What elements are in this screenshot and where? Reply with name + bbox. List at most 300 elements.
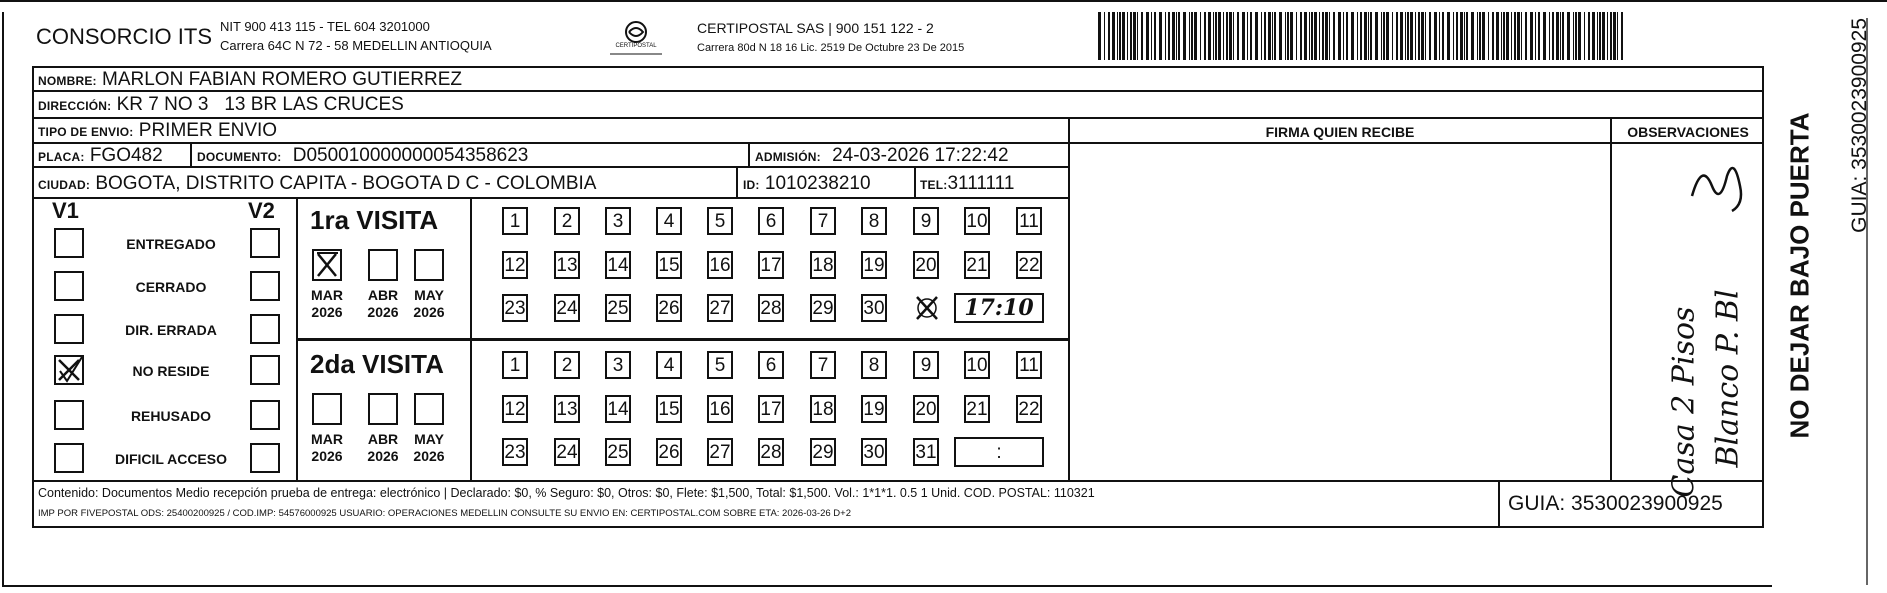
barcode-bar <box>1233 12 1234 60</box>
observations-header: OBSERVACIONES <box>1627 124 1749 140</box>
barcode-bar <box>1560 12 1561 60</box>
admission-cell <box>755 145 1009 167</box>
status-label: NO RESIDE <box>132 363 210 379</box>
month-checkbox[interactable] <box>368 249 398 281</box>
day-box[interactable] <box>964 207 990 235</box>
month-name: MAR <box>311 431 343 447</box>
barcode-bar <box>1261 12 1262 60</box>
barcode-bar <box>1333 12 1335 60</box>
day-number: 10 <box>966 210 988 232</box>
day-number: 24 <box>556 441 578 463</box>
barcode-bar <box>1584 12 1585 60</box>
left-frame-line <box>2 12 4 587</box>
day-number: 14 <box>607 254 629 276</box>
day-box[interactable] <box>1016 251 1042 279</box>
cell-sep <box>914 166 916 197</box>
day-box[interactable] <box>502 438 528 466</box>
time-box[interactable] <box>954 437 1044 467</box>
day-number: 8 <box>868 354 880 376</box>
barcode-bar <box>1183 12 1186 60</box>
barcode-bar <box>1304 12 1307 60</box>
day-number: 9 <box>920 210 932 232</box>
barcode-bar <box>1383 12 1385 60</box>
barcode-bar <box>1215 12 1217 60</box>
day-number: 26 <box>658 297 680 319</box>
side-warning: NO DEJAR BAJO PUERTA <box>1784 112 1815 439</box>
barcode-bar <box>1191 12 1193 60</box>
top-edge-line <box>0 0 1887 2</box>
day-box[interactable] <box>810 351 836 379</box>
barcode-bar <box>1456 12 1458 60</box>
barcode-bar <box>1272 12 1273 60</box>
col-line-signature <box>1068 117 1070 480</box>
id-cell <box>743 173 871 195</box>
address-label: DIRECCIÓN: <box>38 99 112 113</box>
barcode-bar <box>1573 12 1574 60</box>
barcode-bar <box>1460 12 1463 60</box>
company-address: Carrera 64C N 72 - 58 MEDELLIN ANTIOQUIA <box>220 38 492 53</box>
barcode-bar <box>1176 12 1177 60</box>
day-box[interactable] <box>656 395 682 423</box>
id-value: 1010238210 <box>764 173 871 194</box>
day-box[interactable] <box>861 207 887 235</box>
cell-sep <box>190 142 192 166</box>
day-box[interactable] <box>605 294 631 322</box>
day-box[interactable] <box>554 351 580 379</box>
day-box[interactable] <box>810 294 836 322</box>
tel-value: 3111111 <box>947 173 1015 194</box>
day-number: 24 <box>556 297 578 319</box>
barcode-bar <box>1274 12 1276 60</box>
company-name: CONSORCIO ITS <box>36 24 213 49</box>
barcode-bar <box>1346 12 1348 60</box>
day-number: 13 <box>556 254 578 276</box>
month-checkbox[interactable] <box>312 249 342 281</box>
v2-checkbox[interactable] <box>250 271 280 301</box>
barcode-bar <box>1255 12 1258 60</box>
v2-checkbox[interactable] <box>250 443 280 473</box>
barcode-bar <box>1218 12 1221 60</box>
month-label <box>407 287 451 321</box>
plate-label: PLACA: <box>38 150 85 164</box>
barcode-bar <box>1370 12 1372 60</box>
day-number: 7 <box>817 354 829 376</box>
barcode-bar <box>1617 12 1618 60</box>
month-checkbox[interactable] <box>312 393 342 425</box>
barcode-bar <box>1597 12 1598 60</box>
admission-label: ADMISIÓN: <box>755 150 821 164</box>
day-box[interactable] <box>502 251 528 279</box>
barcode-bar <box>1325 12 1328 60</box>
month-year: 2026 <box>413 448 445 464</box>
day-box[interactable] <box>861 438 887 466</box>
day-number: 20 <box>915 254 937 276</box>
day-box[interactable] <box>554 251 580 279</box>
day-number: 22 <box>1018 398 1040 420</box>
day-number: 19 <box>863 398 885 420</box>
v2-checkbox[interactable] <box>250 355 280 385</box>
barcode-bar <box>1368 12 1369 60</box>
day-number: 11 <box>1019 210 1039 232</box>
barcode-bar <box>1338 12 1341 60</box>
day-number: 28 <box>760 441 782 463</box>
barcode-bar <box>1226 12 1228 60</box>
courier-address: Carrera 80d N 18 16 Lic. 2519 De Octubre 23 De 2015 <box>697 42 965 54</box>
month-label <box>361 287 405 321</box>
barcode-bar <box>1488 12 1489 60</box>
barcode-bar <box>1127 12 1128 60</box>
visit-title: 1ra VISITA <box>310 205 439 235</box>
name-row <box>38 69 462 91</box>
barcode-bar <box>1287 12 1289 60</box>
v1-checkbox[interactable] <box>54 355 84 385</box>
day-box[interactable] <box>605 395 631 423</box>
day-number: 17 <box>760 398 782 420</box>
cell-sep <box>736 166 738 197</box>
barcode-bar <box>1392 12 1393 60</box>
day-number: 21 <box>966 254 988 276</box>
day-box[interactable] <box>656 294 682 322</box>
day-box[interactable] <box>758 207 784 235</box>
month-label <box>361 431 405 465</box>
barcode-bar <box>1264 12 1266 60</box>
barcode-bar <box>1360 12 1362 60</box>
barcode-bar <box>1285 12 1286 60</box>
status-label: REHUSADO <box>130 408 212 424</box>
barcode-bar <box>1165 12 1166 60</box>
barcode-bar <box>1104 12 1105 60</box>
day-number: 6 <box>765 210 777 232</box>
barcode-bar <box>1242 12 1245 60</box>
day-number: 30 <box>863 441 885 463</box>
footer-guia: GUIA: 3530023900925 <box>1508 492 1723 515</box>
v2-checkbox[interactable] <box>250 228 280 258</box>
day-box[interactable] <box>605 251 631 279</box>
barcode-bar <box>1151 12 1152 60</box>
day-number: 15 <box>658 254 680 276</box>
day-number: 25 <box>607 441 629 463</box>
day-number: 1 <box>509 354 521 376</box>
v2-checkbox[interactable] <box>250 400 280 430</box>
city-cell <box>38 173 596 195</box>
day-box[interactable] <box>758 351 784 379</box>
barcode-bar <box>1343 12 1344 60</box>
time-box[interactable] <box>954 293 1044 323</box>
barcode-bar <box>1503 12 1505 60</box>
barcode-bar <box>1375 12 1378 60</box>
day-number: 7 <box>817 210 829 232</box>
day-number: 4 <box>663 354 675 376</box>
barcode-bar <box>1567 12 1570 60</box>
day-number: 12 <box>504 398 526 420</box>
day-box[interactable] <box>656 351 682 379</box>
row-line <box>32 117 1764 119</box>
footer-content: Contenido: Documentos Medio recepción prueba de entrega: electrónico | Declarado: $0, % Seguro: $0, Otros: $0, Flete: $1,500, Total: $1,500. Vol.: 1*1*1. 0.5 1 Unid. COD. POSTAL: 110321 <box>38 486 1095 500</box>
barcode-bar <box>1492 12 1494 60</box>
recipient-address: KR 7 NO 3 13 BR LAS CRUCES <box>116 94 404 115</box>
day-box[interactable] <box>656 251 682 279</box>
month-label <box>407 431 451 465</box>
barcode-bar <box>1137 12 1138 60</box>
tel-cell <box>920 173 1014 195</box>
row-line <box>32 197 1068 199</box>
day-box[interactable] <box>964 351 990 379</box>
v2-label: V2 <box>248 198 275 223</box>
day-box[interactable] <box>758 395 784 423</box>
barcode-bar <box>1237 12 1239 60</box>
barcode-bar <box>1429 12 1431 60</box>
col-line-observations <box>1610 117 1612 480</box>
day-number: 3 <box>612 210 624 232</box>
day-number: 2 <box>561 354 573 376</box>
day-number: 6 <box>765 354 777 376</box>
day-box[interactable] <box>1016 395 1042 423</box>
barcode-bar <box>1154 12 1156 60</box>
barcode-bar <box>1588 12 1590 60</box>
status-label: DIFICIL ACCESO <box>114 451 227 467</box>
barcode-bar <box>1168 12 1170 60</box>
document-cell <box>197 145 528 167</box>
signature-header: FIRMA QUIEN RECIBE <box>1265 124 1415 140</box>
barcode-bar <box>1172 12 1175 60</box>
day-box[interactable] <box>554 395 580 423</box>
day-box[interactable] <box>913 395 939 423</box>
ship-type-row <box>38 120 277 142</box>
day-box[interactable] <box>605 351 631 379</box>
barcode-bar <box>1309 12 1310 60</box>
v1-checkbox[interactable] <box>54 314 84 344</box>
barcode-bar <box>1506 12 1509 60</box>
barcode-bar <box>1250 12 1252 60</box>
day-number: 21 <box>966 398 988 420</box>
barcode-bar <box>1552 12 1554 60</box>
document-label: DOCUMENTO: <box>197 150 282 164</box>
barcode-bar <box>1543 12 1546 60</box>
barcode-bar <box>1592 12 1595 60</box>
barcode-bar <box>1434 12 1437 60</box>
barcode-bar <box>1296 12 1297 60</box>
barcode-bar <box>1425 12 1426 60</box>
day-number: 29 <box>812 297 834 319</box>
day-number: 18 <box>812 398 834 420</box>
company-nit: NIT 900 413 115 - TEL 604 3201000 <box>220 19 430 34</box>
courier-name: CERTIPOSTAL SAS | 900 151 122 - 2 <box>697 20 934 36</box>
barcode-bar <box>1119 12 1121 60</box>
barcode-bar <box>1364 12 1367 60</box>
v1-checkbox[interactable] <box>54 271 84 301</box>
month-name: MAY <box>414 287 444 303</box>
month-checkbox[interactable] <box>414 393 444 425</box>
day-box[interactable] <box>964 251 990 279</box>
name-label: NOMBRE: <box>38 74 97 88</box>
barcode-bar <box>1447 12 1450 60</box>
day-number: 22 <box>1018 254 1040 276</box>
day-box[interactable] <box>554 207 580 235</box>
day-box[interactable] <box>656 207 682 235</box>
day-number: 26 <box>658 441 680 463</box>
barcode-bar <box>1538 12 1540 60</box>
bottom-frame-line <box>2 585 1772 587</box>
barcode-bar <box>1200 12 1201 60</box>
day-number: 19 <box>863 254 885 276</box>
day-box[interactable] <box>707 395 733 423</box>
day-box[interactable] <box>913 351 939 379</box>
day-box[interactable] <box>502 351 528 379</box>
barcode-bar <box>1535 12 1536 60</box>
barcode-bar <box>1421 12 1424 60</box>
day-box[interactable] <box>707 207 733 235</box>
barcode <box>1098 10 1630 62</box>
day-box[interactable] <box>1016 207 1042 235</box>
day-box[interactable] <box>656 438 682 466</box>
day-number: 31 <box>915 441 937 463</box>
v2-checkbox[interactable] <box>250 314 280 344</box>
handwritten-note-1: Casa 2 Pisos <box>1666 306 1702 498</box>
barcode-bar <box>1159 12 1162 60</box>
day-number: 5 <box>714 354 726 376</box>
day-box[interactable] <box>810 207 836 235</box>
barcode-bar <box>1322 12 1324 60</box>
recipient-name: MARLON FABIAN ROMERO GUTIERREZ <box>102 69 462 90</box>
barcode-bar <box>1290 12 1293 60</box>
v1-checkbox[interactable] <box>54 443 84 473</box>
day-box[interactable] <box>554 294 580 322</box>
day-number: 14 <box>607 398 629 420</box>
day-box[interactable] <box>554 438 580 466</box>
day-number: 1 <box>509 210 521 232</box>
month-year: 2026 <box>367 448 399 464</box>
side-guia: GUIA: 3530023900925 <box>1848 18 1871 233</box>
barcode-bar <box>1189 12 1190 60</box>
barcode-bar <box>1575 12 1577 60</box>
day-box[interactable] <box>707 251 733 279</box>
barcode-bar <box>1549 12 1550 60</box>
barcode-bar <box>1279 12 1282 60</box>
barcode-bar <box>1178 12 1180 60</box>
barcode-bar <box>1117 12 1118 60</box>
month-year: 2026 <box>413 304 445 320</box>
day-box[interactable] <box>502 294 528 322</box>
barcode-bar <box>1108 12 1110 60</box>
barcode-bar <box>1311 12 1313 60</box>
status-label: CERRADO <box>135 279 207 295</box>
barcode-bar <box>1223 12 1224 60</box>
barcode-bar <box>1357 12 1358 60</box>
day-box[interactable] <box>605 438 631 466</box>
barcode-bar <box>1133 12 1136 60</box>
barcode-bar <box>1141 12 1143 60</box>
day-box[interactable] <box>861 395 887 423</box>
day-box[interactable] <box>810 251 836 279</box>
day-number: 27 <box>709 441 731 463</box>
logo-text: CERTIPOSTAL <box>615 43 657 49</box>
day-box[interactable] <box>913 438 939 466</box>
day-box[interactable] <box>758 251 784 279</box>
barcode-bar <box>1464 12 1465 60</box>
month-checkbox[interactable] <box>414 249 444 281</box>
barcode-bar <box>1482 12 1485 60</box>
day-number: 30 <box>863 297 885 319</box>
barcode-bar <box>1396 12 1398 60</box>
day-number: 29 <box>812 441 834 463</box>
handwritten-note-2: Blanco P. Bl <box>1710 289 1746 468</box>
day-box[interactable] <box>1016 351 1042 379</box>
day-box[interactable] <box>605 207 631 235</box>
day-box[interactable] <box>758 294 784 322</box>
city-label: CIUDAD: <box>38 178 91 192</box>
v1-label: V1 <box>52 198 79 223</box>
day-box[interactable] <box>861 294 887 322</box>
v1-checkbox[interactable] <box>54 400 84 430</box>
barcode-bar <box>1410 12 1413 60</box>
barcode-bar <box>1578 12 1581 60</box>
day-box[interactable] <box>502 207 528 235</box>
month-checkbox[interactable] <box>368 393 398 425</box>
day-box[interactable] <box>913 294 939 322</box>
month-year: 2026 <box>311 304 343 320</box>
day-number: 2 <box>561 210 573 232</box>
day-box[interactable] <box>810 395 836 423</box>
day-box[interactable] <box>964 395 990 423</box>
barcode-bar <box>1415 12 1416 60</box>
check-mark-icon <box>913 293 939 323</box>
time-value: : <box>996 441 1002 463</box>
tel-label: TEL: <box>920 178 948 192</box>
barcode-bar <box>1418 12 1420 60</box>
day-box[interactable] <box>502 395 528 423</box>
footer-line <box>32 480 1764 482</box>
barcode-bar <box>1442 12 1444 60</box>
barcode-bar <box>1112 12 1115 60</box>
day-box[interactable] <box>861 351 887 379</box>
barcode-bar <box>1247 12 1248 60</box>
month-name: ABR <box>367 287 399 303</box>
day-box[interactable] <box>913 207 939 235</box>
status-label: ENTREGADO <box>126 236 216 252</box>
month-name: ABR <box>367 431 399 447</box>
address-row <box>38 94 404 116</box>
day-box[interactable] <box>707 294 733 322</box>
day-box[interactable] <box>913 251 939 279</box>
barcode-bar <box>1602 12 1605 60</box>
day-number: 23 <box>504 297 526 319</box>
day-box[interactable] <box>758 438 784 466</box>
day-number: 15 <box>658 398 680 420</box>
month-label <box>305 287 349 321</box>
footer-guia-sep <box>1498 482 1500 528</box>
ship-type-label: TIPO DE ENVIO: <box>38 125 134 139</box>
observations-handwriting <box>1622 150 1762 498</box>
check-mark-icon <box>314 251 340 279</box>
barcode-bar <box>1621 12 1623 60</box>
barcode-bar <box>1471 12 1474 60</box>
barcode-bar <box>1501 12 1502 60</box>
day-number: 4 <box>663 210 675 232</box>
barcode-bar <box>1329 12 1330 60</box>
day-box[interactable] <box>707 351 733 379</box>
v1-checkbox[interactable] <box>54 228 84 258</box>
barcode-bar <box>1556 12 1559 60</box>
day-box[interactable] <box>861 251 887 279</box>
day-box[interactable] <box>707 438 733 466</box>
day-box[interactable] <box>810 438 836 466</box>
barcode-bar <box>1229 12 1232 60</box>
day-number: 11 <box>1019 354 1039 376</box>
month-year: 2026 <box>367 304 399 320</box>
barcode-bar <box>1511 12 1512 60</box>
barcode-bar <box>1400 12 1403 60</box>
ship-type: PRIMER ENVIO <box>138 120 278 141</box>
